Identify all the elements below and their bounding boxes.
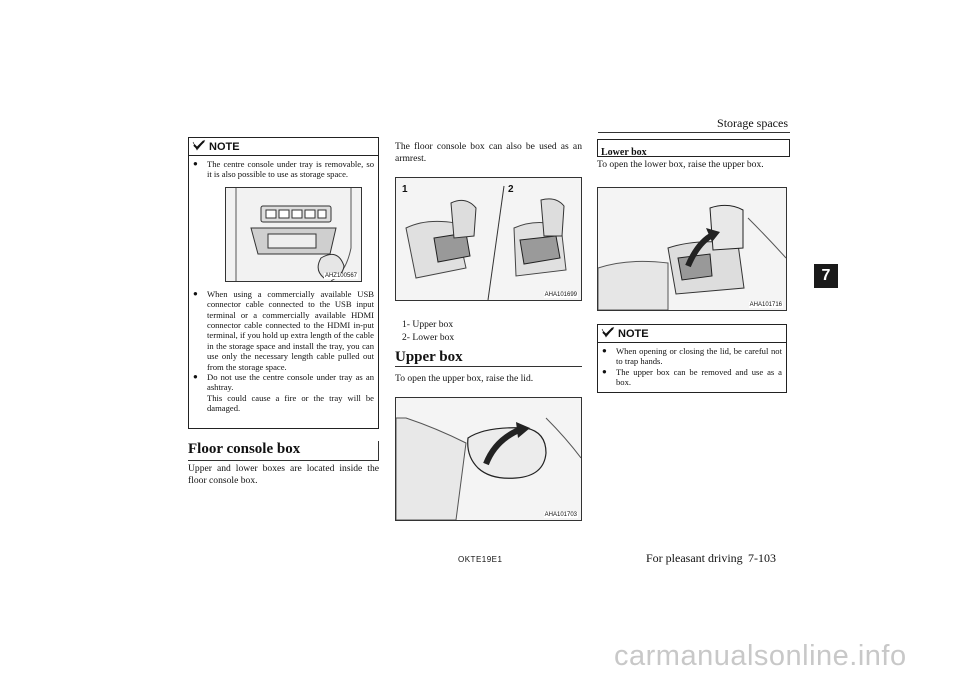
note-bullet: ● When using a commercially available USB connector cable connected to the USB input terminal or a commercially available HDMI connector cable connected to the HDMI in-put terminal, if you hold up extra length of the cable in the storage space and install the tray, you can use only the necessary length cable pulled out from the storage space. <box>193 288 374 372</box>
note-bullet: ● Do not use the centre console under tray as an ashtray. This could cause a fire or the tray will be damaged. <box>193 372 374 414</box>
bullet-dot-icon: ● <box>602 366 607 376</box>
console-box-figure <box>395 177 582 301</box>
note-label: NOTE <box>209 140 240 153</box>
footer-section: For pleasant driving <box>646 551 743 565</box>
chapter-tab: 7 <box>814 264 838 288</box>
doc-code: OKTE19E1 <box>458 555 503 564</box>
page-number: 7-103 <box>748 551 776 565</box>
figure-code: AHZ100567 <box>324 272 357 279</box>
figure-code: AHA101716 <box>749 302 782 308</box>
figure-label-1: 1 <box>402 184 408 195</box>
figure-code: AHA101699 <box>544 292 577 298</box>
section-title: Storage spaces <box>717 116 788 130</box>
bullet-dot-icon: ● <box>193 288 198 298</box>
bullet-dot-icon: ● <box>602 346 607 355</box>
note-label: NOTE <box>618 327 649 340</box>
note-bullet: ● When opening or closing the lid, be careful not to trap hands. <box>602 346 782 367</box>
note-box-left <box>188 137 379 429</box>
note-bullet: ● The centre console under tray is removable, so it is also possible to use as storage space. <box>193 159 374 180</box>
upper-box-figure <box>395 397 582 521</box>
watermark: carmanualsonline.info <box>614 640 907 672</box>
note-header <box>189 138 378 156</box>
note-header <box>598 325 786 343</box>
note-box-right <box>597 324 787 393</box>
lower-box-figure <box>597 187 787 311</box>
note-check-icon <box>192 138 206 156</box>
console-tray-figure <box>225 187 362 282</box>
heading-rule <box>188 460 378 461</box>
legend-item: 1- Upper box <box>402 319 454 330</box>
heading-rule-tick <box>378 441 379 461</box>
note-check-icon <box>601 325 615 343</box>
heading-rule <box>395 366 582 367</box>
header-rule <box>598 132 790 133</box>
upper-box-heading: Upper box <box>395 349 463 365</box>
lower-box-text: To open the lower box, raise the upper box. <box>597 159 764 170</box>
figure-label-2: 2 <box>508 184 514 195</box>
lower-box-heading-bar <box>597 139 790 157</box>
figure-code: AHA101703 <box>544 512 577 518</box>
upper-box-text: To open the upper box, raise the lid. <box>395 373 534 384</box>
legend-item: 2- Lower box <box>402 332 455 343</box>
note-bullet: ● The upper box can be removed and use as a box. <box>602 366 782 388</box>
bullet-dot-icon: ● <box>193 372 198 382</box>
bullet-dot-icon: ● <box>193 159 198 168</box>
armrest-intro: The floor console box can also be used as an armrest. <box>395 141 582 164</box>
floor-console-text: Upper and lower boxes are located inside the floor console box. <box>188 463 379 486</box>
lower-box-heading: Lower box <box>601 147 647 158</box>
floor-console-heading: Floor console box <box>188 441 301 457</box>
